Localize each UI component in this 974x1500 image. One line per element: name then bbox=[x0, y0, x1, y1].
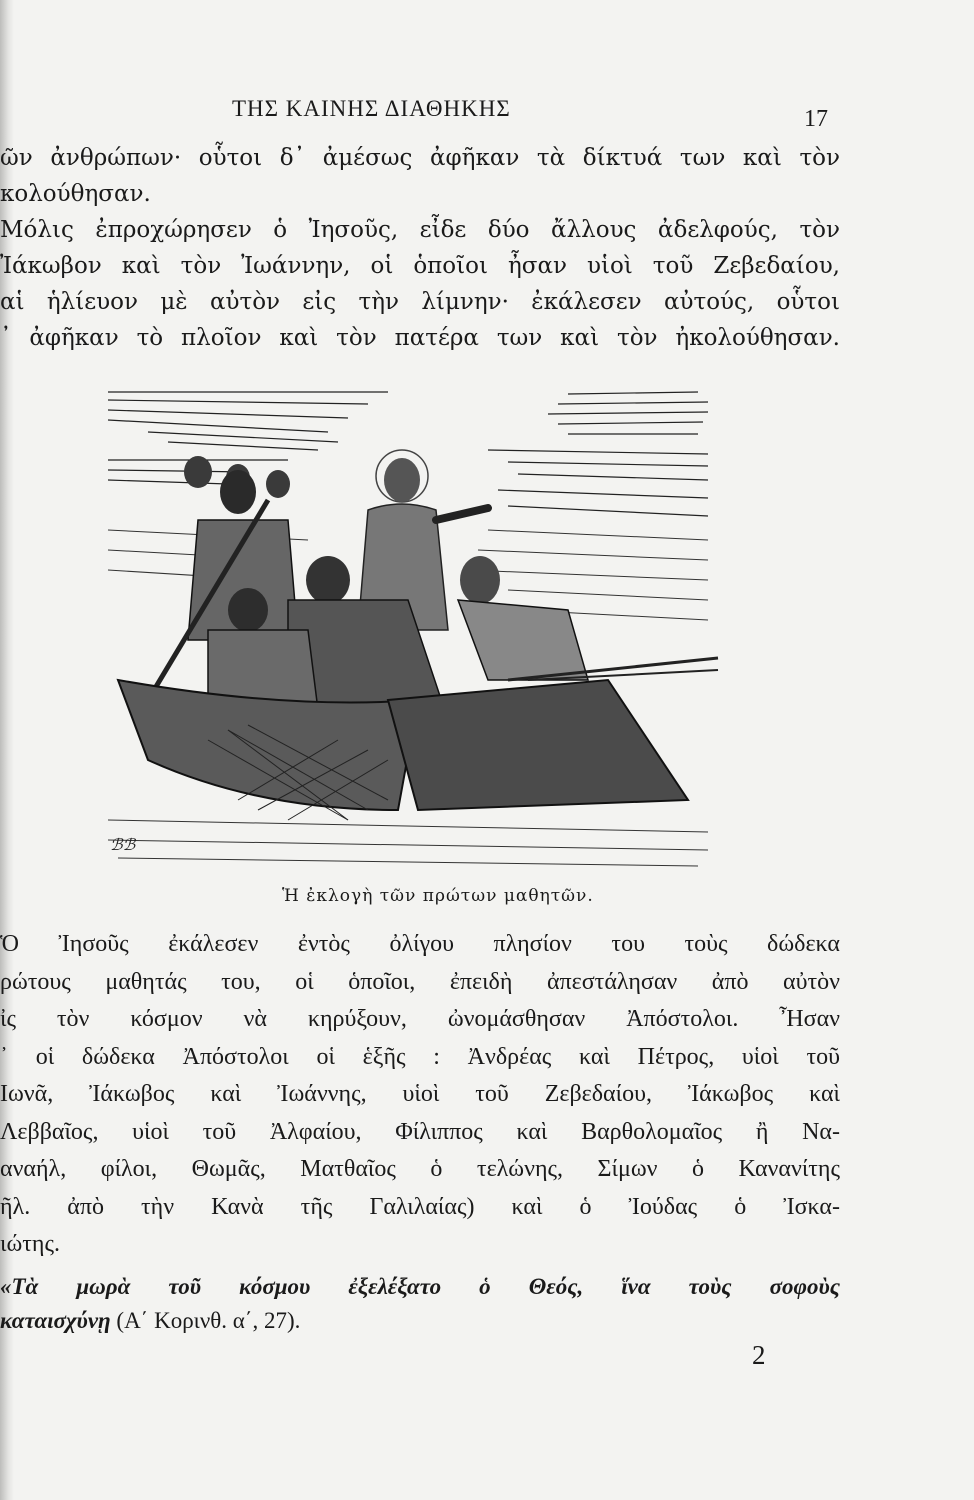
page-number: 17 bbox=[804, 106, 828, 132]
text-line: Ὁ Ἰησοῦς ἐκάλεσεν ἐντὸς ὀλίγου πλησίον του τοὺς δώδεκα bbox=[0, 931, 840, 957]
text-line: ᾽ οἱ δώδεκα Ἀπόστολοι οἱ ἑξῆς : Ἀνδρέας καὶ Πέτρος, υἱοὶ τοῦ bbox=[0, 1043, 840, 1070]
text-line: αἱ ἡλίευον μὲ αὐτὸν εἰς τὴν λίμνην· ἐκάλεσεν αὐτούς, οὗτοι bbox=[0, 289, 840, 315]
paragraph-3 bbox=[0, 926, 840, 1264]
engraver-monogram: ℬℬ bbox=[110, 835, 136, 854]
text-line: Λεββαῖος, υἱοὶ τοῦ Ἀλφαίου, Φίλιππος καὶ Βαρθολομαῖος ἢ Να- bbox=[0, 1118, 840, 1145]
text-line: Ιωνᾶ, Ἰάκωβος καὶ Ἰωάννης, υἱοὶ τοῦ Ζεβεδαίου, Ἰάκωβος καὶ bbox=[0, 1081, 840, 1107]
page-header bbox=[0, 96, 974, 132]
text-line: κολούθησαν. bbox=[0, 181, 151, 207]
paragraph-2 bbox=[0, 212, 840, 356]
signature-mark: 2 bbox=[752, 1340, 766, 1370]
text-line: αναήλ, φίλοι, Θωμᾶς, Ματθαῖος ὁ τελώνης, Σίμων ὁ Κανανίτης bbox=[0, 1156, 840, 1182]
text-line: ιώτης. bbox=[0, 1231, 60, 1257]
paragraph-1 bbox=[0, 140, 840, 212]
engraving-illustration bbox=[88, 380, 728, 880]
figure-caption: Ἡ ἐκλογὴ τῶν πρώτων μαθητῶν. bbox=[282, 886, 594, 906]
text-line: ρώτους μαθητάς του, οἱ ὁποῖοι, ἐπειδὴ ἀπεστάλησαν ἀπὸ αὐτὸν bbox=[0, 968, 840, 995]
text-line: Ἰάκωβον καὶ τὸν Ἰωάννην, οἱ ὁποῖοι ἦσαν υἱοὶ τοῦ Ζεβεδαίου, bbox=[0, 253, 840, 279]
text-line: ῶν ἀνθρώπων· οὗτοι δ᾽ ἀμέσως ἀφῆκαν τὰ δίκτυά των καὶ τὸν bbox=[0, 145, 840, 171]
quote-reference: (Α΄ Κορινθ. α΄, 27). bbox=[116, 1308, 301, 1333]
quote-italic-word: καταισχύνῃ bbox=[0, 1308, 111, 1333]
text-line: ἰς τὸν κόσμον νὰ κηρύξουν, ὠνομάσθησαν Ἀπόστολοι. Ἦσαν bbox=[0, 1006, 840, 1032]
scripture-quote bbox=[0, 1270, 840, 1338]
quote-line-2 bbox=[0, 1304, 840, 1338]
text-line: Μόλις ἐπροχώρησεν ὁ Ἰησοῦς, εἶδε δύο ἄλλους ἀδελφούς, τὸν bbox=[0, 217, 840, 243]
text-line: ᾽ ἀφῆκαν τὸ πλοῖον καὶ τὸν πατέρα των καὶ τὸν ἠκολούθησαν. bbox=[0, 325, 840, 351]
text-line: ῆλ. ἀπὸ τὴν Κανὰ τῆς Γαλιλαίας) καὶ ὁ Ἰούδας ὁ Ἰσκα- bbox=[0, 1193, 840, 1220]
quote-line: «Τὰ μωρὰ τοῦ κόσμου ἐξελέξατο ὁ Θεός, ἵνα τοὺς σοφοὺς bbox=[0, 1274, 840, 1299]
running-title: ΤΗΣ ΚΑΙΝΗΣ ΔΙΑΘΗΚΗΣ bbox=[232, 96, 511, 121]
